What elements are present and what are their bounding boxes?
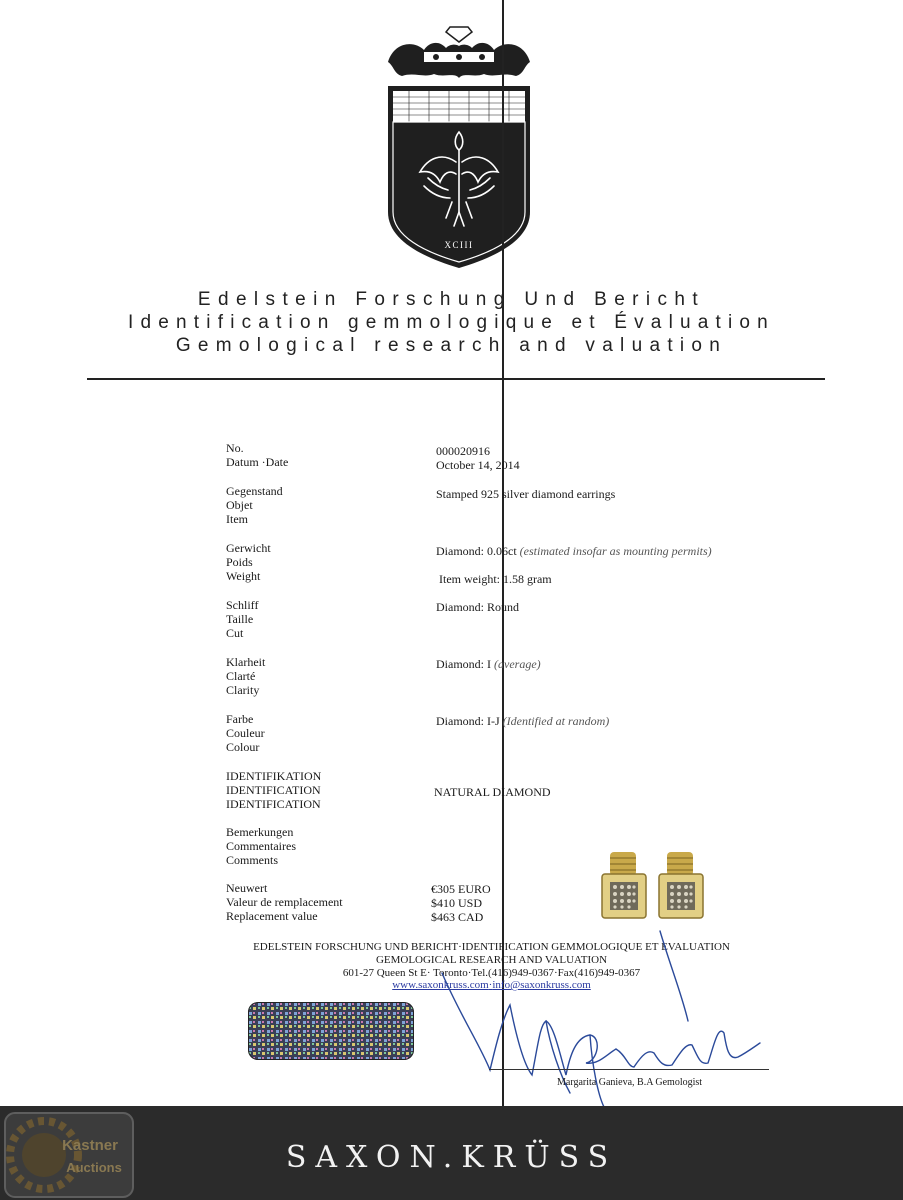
label-weight: Gerwicht Poids Weight bbox=[226, 541, 271, 583]
title-english: Gemological research and valuation bbox=[175, 335, 728, 356]
hologram-sticker bbox=[248, 1002, 414, 1060]
crest-logo bbox=[384, 22, 534, 272]
value-number: 000020916 bbox=[436, 444, 490, 458]
signature-line bbox=[489, 1069, 769, 1070]
crest-numeral: XCIII bbox=[444, 240, 474, 250]
footer-company-line: EDELSTEIN FORSCHUNG UND BERICHT·IDENTIFICATION GEMMOLOGIQUE ET EVALUATION bbox=[253, 941, 730, 953]
value-colour bbox=[436, 714, 609, 728]
value-diamond-weight-note: (estimated insofar as mounting permits) bbox=[519, 544, 712, 558]
value-replacement-cad: $463 CAD bbox=[431, 910, 484, 924]
website-link[interactable]: www.saxonkruss.com bbox=[392, 979, 489, 991]
value-colour-note: (Identified at random) bbox=[502, 714, 610, 728]
value-clarity-note: (average) bbox=[494, 657, 541, 671]
value-item: Stamped 925 silver diamond earrings bbox=[436, 487, 616, 501]
earring-photo-left bbox=[600, 850, 648, 920]
label-item: Gegenstand Objet Item bbox=[226, 484, 283, 526]
label-clarity: Klarheit Clarté Clarity bbox=[226, 655, 266, 697]
value-clarity-main: Diamond: I bbox=[436, 657, 491, 671]
watermark-word-1: Kastner bbox=[62, 1137, 118, 1154]
value-replacement-usd: $410 USD bbox=[431, 896, 483, 910]
value-cut: Diamond: Round bbox=[436, 600, 519, 614]
title-french: Identification gemmologique et Évaluation bbox=[128, 312, 775, 333]
watermark-word-2: Auctions bbox=[66, 1160, 122, 1175]
auction-watermark-logo bbox=[4, 1112, 134, 1198]
label-cut: Schliff Taille Cut bbox=[226, 598, 259, 640]
value-item-weight: Item weight: 1.58 gram bbox=[439, 572, 552, 586]
footer-subtitle-line: GEMOLOGICAL RESEARCH AND VALUATION bbox=[375, 954, 608, 966]
value-colour-main: Diamond: I-J bbox=[436, 714, 500, 728]
brand-logo-text: SAXON.KRÜSS bbox=[285, 1140, 618, 1175]
contact-separator: · bbox=[488, 979, 493, 991]
value-diamond-weight-main: Diamond: 0.06ct bbox=[436, 544, 517, 558]
header-rule bbox=[87, 378, 825, 380]
title-german: Edelstein Forschung Und Bericht bbox=[197, 289, 706, 310]
label-comments: Bemerkungen Commentaires Comments bbox=[226, 825, 296, 867]
value-replacement-euro: €305 EURO bbox=[431, 882, 491, 896]
email-link[interactable]: info@saxonkruss.com bbox=[492, 979, 591, 991]
value-diamond-weight bbox=[436, 544, 712, 558]
earring-photo-right bbox=[657, 850, 705, 920]
label-colour: Farbe Couleur Colour bbox=[226, 712, 265, 754]
value-clarity bbox=[436, 657, 541, 671]
label-replacement-value: Neuwert Valeur de remplacement Replacement value bbox=[226, 881, 343, 923]
footer-address-line: 601-27 Queen St E· Toronto·Tel.(416)949-0367·Fax(416)949-0367 bbox=[342, 967, 641, 979]
gemologist-name: Margarita Ganieva, B.A Gemologist bbox=[557, 1077, 703, 1088]
label-identification: IDENTIFIKATION IDENTIFICATION IDENTIFICATION bbox=[226, 769, 322, 811]
label-number-date: No. Datum ·Date bbox=[226, 441, 289, 469]
value-date: October 14, 2014 bbox=[436, 458, 520, 472]
value-identification: NATURAL DIAMOND bbox=[434, 785, 551, 799]
